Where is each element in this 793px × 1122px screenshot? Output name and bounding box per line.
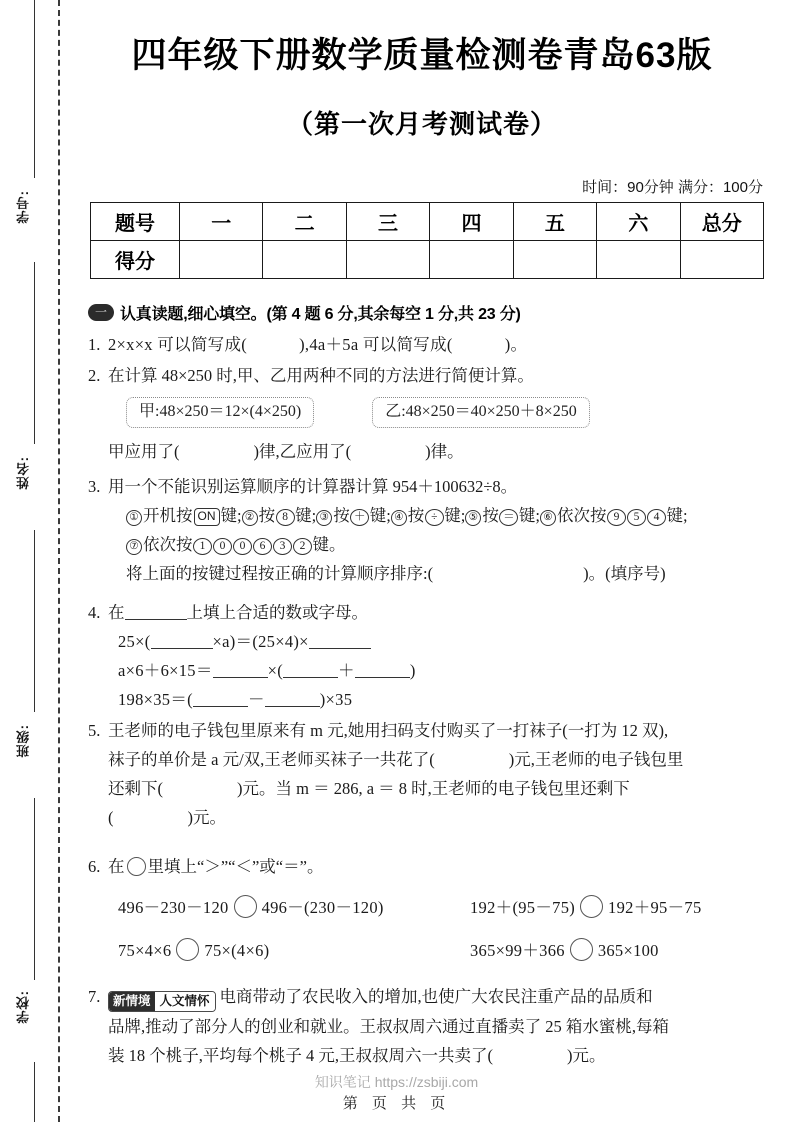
question-7-tag-group <box>108 991 216 1012</box>
score-cell-2[interactable] <box>263 241 346 279</box>
score-table-header-7: 总分 <box>680 203 763 241</box>
section-bullet-icon: 一 <box>88 304 114 321</box>
question-6-stem-circle-icon <box>127 857 146 876</box>
step-text: 依次按 <box>143 535 193 554</box>
step-text: 键; <box>666 506 688 525</box>
calculator-key-9-icon: 9 <box>607 509 626 526</box>
question-6-pair-3-left: 75×4×6 <box>118 941 172 960</box>
question-1 <box>88 330 780 359</box>
margin-label-class: 班级: <box>16 724 31 758</box>
question-3-step-line-2 <box>126 530 780 559</box>
question-1-number: 1. <box>88 335 101 354</box>
exam-meta: 时间：90分钟 满分：100分 <box>582 179 763 196</box>
question-3 <box>88 472 780 588</box>
score-table-header-4: 四 <box>430 203 513 241</box>
question-5-line1: 王老师的电子钱包里原来有 m 元,她用扫码支付购买了一打袜子(一打为 12 双), <box>108 721 669 740</box>
step-index-icon: ① <box>126 510 142 526</box>
question-4 <box>88 598 780 714</box>
question-4-line1-blank-2[interactable] <box>309 633 371 649</box>
question-5-line4-b: )元。 <box>187 808 226 827</box>
watermark: 知识笔记 https://zsbiji.com <box>314 1074 479 1090</box>
section-heading-text: 认真读题,细心填空。(第 4 题 6 分,其余每空 1 分,共 23 分) <box>120 306 521 323</box>
question-4-line3-blank-2[interactable] <box>265 691 320 707</box>
calculator-key-2-icon: 2 <box>293 538 312 555</box>
score-table-header-3: 三 <box>346 203 429 241</box>
step-text: 开机按 <box>143 506 193 525</box>
score-cell-3[interactable] <box>346 241 429 279</box>
score-cell-5[interactable] <box>513 241 596 279</box>
question-4-line2-d: ) <box>409 661 416 680</box>
margin-rule-2 <box>34 262 35 444</box>
tag-new-scenario: 新情境 <box>109 992 155 1011</box>
calculator-key-＋-icon: ＋ <box>350 509 369 526</box>
question-6-pair-2-circle[interactable] <box>580 895 603 918</box>
question-1-part-c: )。 <box>504 335 528 354</box>
margin-label-student-id: 学号: <box>16 190 31 224</box>
score-table-header-6: 六 <box>597 203 680 241</box>
question-2-method-box-jia: 甲:48×250＝12×(4×250) <box>126 397 314 428</box>
table-row-headers <box>91 203 764 241</box>
calculator-key-4-icon: 4 <box>647 509 666 526</box>
question-6-pair-4-left: 365×99＋366 <box>470 941 565 960</box>
step-text: 键; <box>518 506 540 525</box>
calculator-key-5-icon: 5 <box>627 509 646 526</box>
question-5-line3-b: )元。当 m ＝ 286, a ＝ 8 时,王老师的电子钱包里还剩下 <box>237 779 630 798</box>
question-2-stem: 在计算 48×250 时,甲、乙用两种不同的方法进行简便计算。 <box>108 366 534 385</box>
step-text: 按 <box>482 506 499 525</box>
question-4-line2-a: a×6＋6×15＝ <box>118 661 213 680</box>
step-text: 键; <box>295 506 317 525</box>
step-text: 键。 <box>312 535 346 554</box>
score-table-header-1: 一 <box>180 203 263 241</box>
step-text: 按 <box>407 506 425 525</box>
question-6-pair-1-right: 496－(230－120) <box>261 898 384 917</box>
question-6-number: 6. <box>88 857 101 876</box>
question-6-pair-4-right: 365×100 <box>597 941 659 960</box>
question-7-line3-a: 装 18 个桃子,平均每个桃子 4 元,王叔叔周六一共卖了( <box>108 1046 493 1065</box>
margin-label-school: 学校: <box>16 990 31 1024</box>
score-table-header-5: 五 <box>513 203 596 241</box>
calculator-key-0-icon: 0 <box>213 538 232 555</box>
calculator-key-6-icon: 6 <box>253 538 272 555</box>
question-7-number: 7. <box>88 987 101 1006</box>
step-index-icon: ⑥ <box>540 510 556 526</box>
score-cell-4[interactable] <box>430 241 513 279</box>
question-1-part-b: ),4a＋5a 可以简写成( <box>299 335 453 354</box>
question-3-step-line-1 <box>126 501 780 530</box>
margin-label-name: 姓名: <box>16 456 31 490</box>
question-6-stem-b: 里填上“＞”“＜”或“＝”。 <box>147 857 324 876</box>
question-5 <box>88 716 780 832</box>
question-4-line2-blank-1[interactable] <box>213 662 268 678</box>
question-2-number: 2. <box>88 366 101 385</box>
question-5-line4-a: ( <box>108 808 114 827</box>
question-4-line3-c: )×35 <box>319 690 353 709</box>
calculator-key-＝-icon: ＝ <box>499 509 518 526</box>
step-index-icon: ④ <box>391 510 407 526</box>
question-4-stem-blank[interactable] <box>125 604 187 620</box>
score-cell-1[interactable] <box>180 241 263 279</box>
section-heading <box>88 301 778 324</box>
question-6-stem-a: 在 <box>108 857 125 876</box>
step-text: 依次按 <box>556 506 607 525</box>
step-index-icon: ⑤ <box>465 510 481 526</box>
question-5-number: 5. <box>88 721 101 740</box>
margin-rule-3 <box>34 530 35 712</box>
margin-rule-1 <box>34 0 35 178</box>
question-7-line1: 电商带动了农民收入的增加,也使广大农民注重产品的品质和 <box>219 987 653 1006</box>
question-4-line1-b: ×a)＝(25×4)× <box>212 632 309 651</box>
question-7-line3-b: )元。 <box>567 1046 606 1065</box>
question-2-method-box-yi: 乙:48×250＝40×250＋8×250 <box>372 397 590 428</box>
question-4-line2-blank-2[interactable] <box>283 662 338 678</box>
question-3-tail-a: 将上面的按键过程按正确的计算顺序排序:( <box>126 564 434 583</box>
question-6-pair-3-circle[interactable] <box>176 938 199 961</box>
score-table <box>90 202 764 279</box>
question-3-steps <box>126 501 780 559</box>
question-7-line2: 品牌,推动了部分人的创业和就业。王叔叔周六通过直播卖了 25 箱水蜜桃,每箱 <box>108 1017 669 1036</box>
table-row-scores <box>91 241 764 279</box>
question-6-pair-4-circle[interactable] <box>570 938 593 961</box>
page-title: 四年级下册数学质量检测卷青岛63版 <box>131 36 713 75</box>
question-6-pair-1-circle[interactable] <box>234 895 257 918</box>
question-3-stem: 用一个不能识别运算顺序的计算器计算 954＋100632÷8。 <box>108 477 518 496</box>
calculator-key-ON-icon: ON <box>194 508 220 526</box>
question-4-line3-blank-1[interactable] <box>193 691 248 707</box>
question-4-line2-b: ×( <box>267 661 284 680</box>
question-6-pair-2-right: 192＋95－75 <box>608 898 702 917</box>
step-text: 键; <box>220 506 242 525</box>
question-4-stem-b: 上填上合适的数或字母。 <box>186 603 368 622</box>
step-text: 按 <box>333 506 350 525</box>
margin-dashed-line <box>58 0 60 1122</box>
question-6-pair-3-right: 75×(4×6) <box>204 941 270 960</box>
question-4-line2-blank-3[interactable] <box>355 662 410 678</box>
question-7 <box>88 982 780 1070</box>
question-2-answer-a: 甲应用了( <box>108 442 180 461</box>
question-4-line2-c: ＋ <box>338 661 355 680</box>
step-index-icon: ⑦ <box>126 539 142 555</box>
page-subtitle: （第一次月考测试卷） <box>286 109 557 139</box>
margin-rule-4 <box>34 798 35 980</box>
step-index-icon: ③ <box>316 510 332 526</box>
question-1-part-a: 2×x×x 可以简写成( <box>108 335 248 354</box>
calculator-key-1-icon: 1 <box>193 538 212 555</box>
question-4-line3-b: － <box>247 690 265 709</box>
tag-humanistic: 人文情怀 <box>155 992 215 1011</box>
step-index-icon: ② <box>242 510 258 526</box>
question-3-number: 3. <box>88 477 101 496</box>
question-6 <box>88 852 780 965</box>
question-2-answer-c: )律。 <box>425 442 464 461</box>
calculator-key-÷-icon: ÷ <box>425 509 444 526</box>
step-text: 键; <box>369 506 391 525</box>
calculator-key-0-icon: 0 <box>233 538 252 555</box>
question-5-line2-b: )元,王老师的电子钱包里 <box>508 750 684 769</box>
score-table-header-2: 二 <box>263 203 346 241</box>
score-table-row-label: 得分 <box>91 241 180 279</box>
calculator-key-8-icon: 8 <box>276 509 295 526</box>
step-text: 按 <box>258 506 276 525</box>
question-4-line1-a: 25×( <box>118 632 151 651</box>
question-2 <box>88 361 780 466</box>
question-4-line1-blank-1[interactable] <box>151 633 213 649</box>
question-4-line3-a: 198×35＝( <box>118 690 193 709</box>
question-6-pair-1-left: 496－230－120 <box>118 898 229 917</box>
question-3-tail-b: )。(填序号) <box>583 564 666 583</box>
question-5-line2-a: 袜子的单价是 a 元/双,王老师买袜子一共花了( <box>108 750 435 769</box>
question-6-pair-2-left: 192＋(95－75) <box>470 898 576 917</box>
step-text: 键; <box>444 506 466 525</box>
score-cell-6[interactable] <box>597 241 680 279</box>
question-5-line3-a: 还剩下( <box>108 779 163 798</box>
question-4-stem-a: 在 <box>108 603 125 622</box>
score-table-header-0: 题号 <box>91 203 180 241</box>
left-margin-strip <box>0 0 62 1122</box>
question-2-answer-b: )律,乙应用了( <box>253 442 352 461</box>
calculator-key-3-icon: 3 <box>273 538 292 555</box>
score-cell-7[interactable] <box>680 241 763 279</box>
page-footer: 第 页 共 页 <box>342 1095 451 1112</box>
question-4-number: 4. <box>88 603 101 622</box>
